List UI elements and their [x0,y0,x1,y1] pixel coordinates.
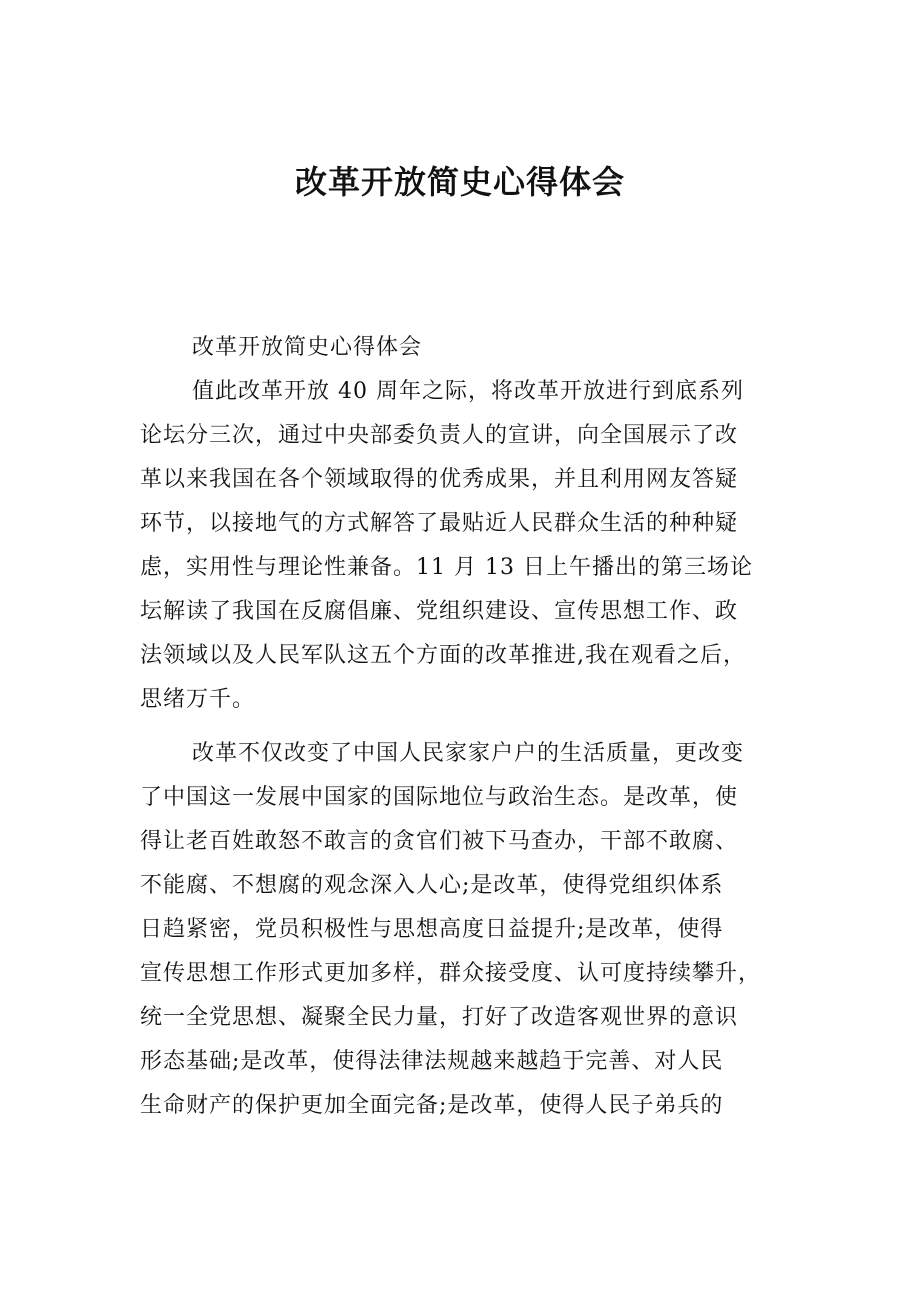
paragraph-line: 日趋紧密，党员积极性与思想高度日益提升;是改革，使得 [140,917,724,942]
paragraph-line: 了中国这一发展中国家的国际地位与政治生态。是改革，使 [140,785,739,810]
paragraph-2 [140,732,790,1128]
document-title: 改革开放简史心得体会 [294,163,625,201]
paragraph-line: 不能腐、不想腐的观念深入人心;是改革，使得党组织体系 [140,873,724,898]
paragraph-line: 值此改革开放 40 周年之际，将改革开放进行到底系列 [192,379,744,404]
subtitle-line: 改革开放简史心得体会 [192,335,423,360]
paragraph-line: 改革不仅改变了中国人民家家户户的生活质量，更改变 [192,741,745,766]
paragraph-line: 生命财产的保护更加全面完备;是改革，使得人民子弟兵的 [140,1093,724,1118]
paragraph-line: 法领域以及人民军队这五个方面的改革推进,我在观看之后， [140,643,746,668]
paragraph-line: 环节，以接地气的方式解答了最贴近人民群众生活的种种疑 [140,511,739,536]
paragraph-line: 形态基础;是改革，使得法律法规越来越趋于完善、对人民 [140,1049,724,1074]
paragraph-line: 得让老百姓敢怒不敢言的贪官们被下马查办，干部不敢腐、 [140,829,739,854]
paragraph-line: 虑，实用性与理论性兼备。11 月 13 日上午播出的第三场论 [140,555,753,580]
paragraph-1 [140,370,790,722]
paragraph-line: 宣传思想工作形式更加多样，群众接受度、认可度持续攀升， [140,961,762,986]
paragraph-line: 思绪万千。 [140,687,256,712]
paragraph-line: 统一全党思想、凝聚全民力量，打好了改造客观世界的意识 [140,1005,739,1030]
paragraph-line: 论坛分三次，通过中央部委负责人的宣讲，向全国展示了改 [140,423,739,448]
paragraph-line: 坛解读了我国在反腐倡廉、党组织建设、宣传思想工作、政 [140,599,739,624]
document-body [140,326,790,1128]
paragraph-line: 革以来我国在各个领域取得的优秀成果，并且利用网友答疑 [140,467,739,492]
